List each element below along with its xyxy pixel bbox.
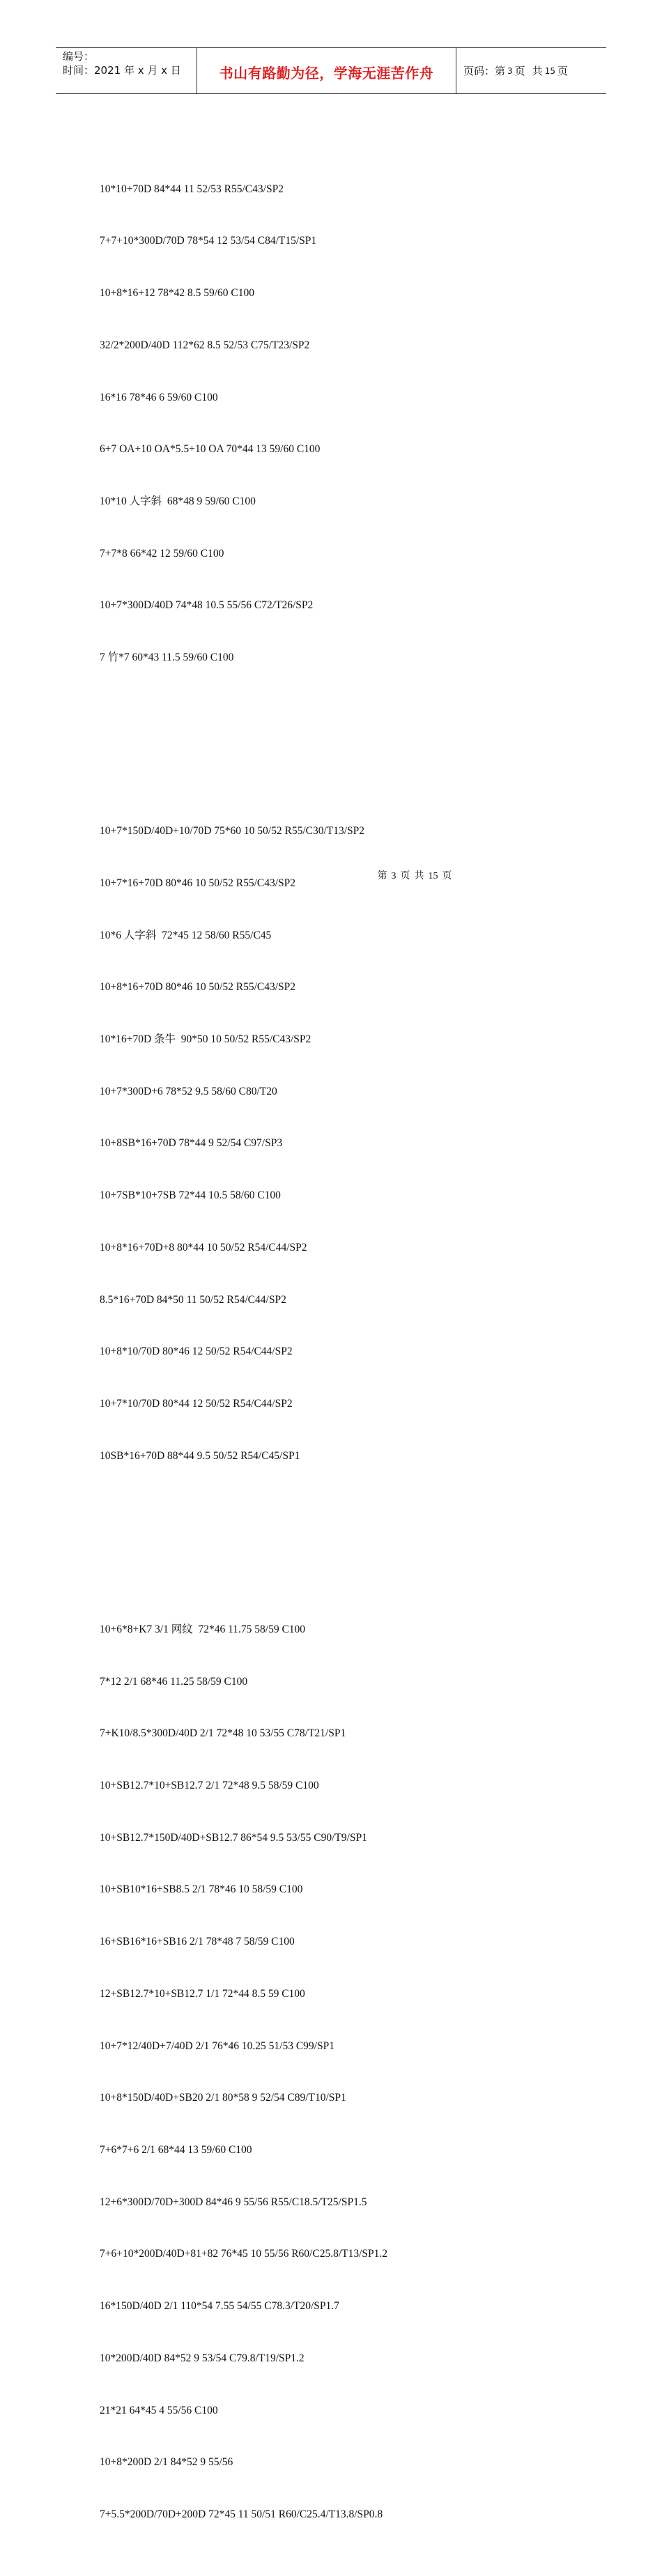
page-label: 页码：第 bbox=[463, 65, 506, 77]
list-item: 7+7*8 66*42 12 59/60 C100 bbox=[100, 547, 224, 560]
spec-group-3 bbox=[100, 1587, 587, 2559]
page-total-label: 共 bbox=[532, 65, 543, 77]
list-item: 10+SB10*16+SB8.5 2/1 78*46 10 58/59 C100 bbox=[100, 1883, 303, 1896]
list-item: 16+SB16*16+SB16 2/1 78*48 7 58/59 C100 bbox=[100, 1936, 295, 1948]
header-left bbox=[56, 48, 197, 93]
list-item: 10+6*8+K7 3/1 网纹 72*46 11.75 58/59 C100 bbox=[100, 1623, 306, 1635]
header-middle bbox=[197, 48, 456, 93]
list-item: 10*10+70D 84*44 11 52/53 R55/C43/SP2 bbox=[100, 183, 284, 195]
motto-text: 书山有路勤为径，学海无涯苦作舟 bbox=[219, 65, 434, 82]
list-item: 10+7*300D/40D 74*48 10.5 55/56 C72/T26/SP2 bbox=[100, 599, 314, 612]
list-item: 10*6 人字斜 72*45 12 58/60 R55/C45 bbox=[100, 929, 272, 941]
list-item: 10+7SB*10+7SB 72*44 10.5 58/60 C100 bbox=[100, 1189, 281, 1202]
list-item: 10*10 人字斜 68*48 9 59/60 C100 bbox=[100, 495, 256, 507]
list-item: 7+7+10*300D/70D 78*54 12 53/54 C84/T15/SP1 bbox=[100, 235, 317, 247]
list-item: 16*150D/40D 2/1 110*54 7.55 54/55 C78.3/T20/SP1.7 bbox=[100, 2300, 339, 2313]
footer-current-page: 3 bbox=[391, 871, 397, 881]
list-item: 7+6+10*200D/40D+81+82 76*45 10 55/56 R60/C25.8/T13/SP1.2 bbox=[100, 2248, 388, 2260]
list-item: 7*12 2/1 68*46 11.25 58/59 C100 bbox=[100, 1675, 248, 1688]
list-item: 12+SB12.7*10+SB12.7 1/1 72*44 8.5 59 C100 bbox=[100, 1987, 305, 2000]
list-item: 10+8*16+70D+8 80*44 10 50/52 R54/C44/SP2 bbox=[100, 1241, 307, 1254]
footer-word-gong: 共 bbox=[414, 871, 424, 881]
spec-group-2 bbox=[100, 788, 587, 1499]
page-mid: 页 bbox=[514, 65, 525, 77]
list-item: 10*200D/40D 84*52 9 53/54 C79.8/T19/SP1.2 bbox=[100, 2352, 305, 2364]
list-item: 10SB*16+70D 88*44 9.5 50/52 R54/C45/SP1 bbox=[100, 1449, 300, 1462]
footer-word-ye-end: 页 bbox=[442, 871, 452, 881]
list-item: 7 竹*7 60*43 11.5 59/60 C100 bbox=[100, 651, 234, 664]
spec-list bbox=[100, 111, 587, 2576]
serial-label: 编号： bbox=[63, 50, 95, 63]
list-item: 10+7*300D+6 78*52 9.5 58/60 C80/T20 bbox=[100, 1085, 277, 1097]
header-right bbox=[456, 48, 606, 93]
date-label: 时间：2021 年 x 月 x 日 bbox=[63, 64, 181, 77]
page-total: 15 bbox=[544, 65, 555, 76]
list-item: 21*21 64*45 4 55/56 C100 bbox=[100, 2404, 218, 2416]
list-item: 16*16 78*46 6 59/60 C100 bbox=[100, 391, 218, 403]
list-item: 10+SB12.7*10+SB12.7 2/1 72*48 9.5 58/59 C100 bbox=[100, 1779, 319, 1791]
list-item: 10+8*16+12 78*42 8.5 59/60 C100 bbox=[100, 287, 255, 300]
list-item: 10+8*16+70D 80*46 10 50/52 R55/C43/SP2 bbox=[100, 981, 296, 994]
page-current: 3 bbox=[507, 65, 513, 76]
list-item: 10+8*150D/40D+SB20 2/1 80*58 9 52/54 C89/T10/SP1 bbox=[100, 2092, 346, 2104]
list-item: 10+8*10/70D 80*46 12 50/52 R54/C44/SP2 bbox=[100, 1345, 293, 1358]
list-item: 12+6*300D/70D+300D 84*46 9 55/56 R55/C18.5/T25/SP1.5 bbox=[100, 2196, 367, 2208]
page-header bbox=[56, 47, 606, 94]
group-spacer bbox=[100, 1534, 587, 1552]
list-item: 10+7*10/70D 80*44 12 50/52 R54/C44/SP2 bbox=[100, 1398, 293, 1410]
list-item: 32/2*200D/40D 112*62 8.5 52/53 C75/T23/SP2 bbox=[100, 339, 310, 351]
list-item: 8.5*16+70D 84*50 11 50/52 R54/C44/SP2 bbox=[100, 1293, 286, 1306]
footer-word-di: 第 bbox=[377, 871, 387, 881]
footer-total-pages: 15 bbox=[428, 871, 438, 881]
list-item: 7+5.5*200D/70D+200D 72*45 11 50/51 R60/C25.4/T13.8/SP0.8 bbox=[100, 2508, 383, 2521]
list-item: 10+8SB*16+70D 78*44 9 52/54 C97/SP3 bbox=[100, 1137, 283, 1150]
list-item: 7+6*7+6 2/1 68*44 13 59/60 C100 bbox=[100, 2144, 252, 2156]
footer-word-ye: 页 bbox=[400, 871, 410, 881]
list-item: 10*16+70D 条牛 90*50 10 50/52 R55/C43/SP2 bbox=[100, 1033, 311, 1046]
list-item: 7+K10/8.5*300D/40D 2/1 72*48 10 53/55 C78/T21/SP1 bbox=[100, 1727, 346, 1740]
group-spacer bbox=[100, 736, 587, 754]
list-item: 6+7 OA+10 OA*5.5+10 OA 70*44 13 59/60 C100 bbox=[100, 443, 321, 456]
list-item: 10+7*16+70D 80*46 10 50/52 R55/C43/SP2 bbox=[100, 877, 296, 889]
spec-group-1 bbox=[100, 146, 587, 702]
page-end: 页 bbox=[557, 65, 568, 77]
list-item: 10+8*200D 2/1 84*52 9 55/56 bbox=[100, 2456, 233, 2469]
list-item: 10+7*12/40D+7/40D 2/1 76*46 10.25 51/53 C99/SP1 bbox=[100, 2039, 334, 2052]
list-item: 10+7*150D/40D+10/70D 75*60 10 50/52 R55/C30/T13/SP2 bbox=[100, 825, 365, 838]
page-footer bbox=[0, 868, 662, 882]
list-item: 10+SB12.7*150D/40D+SB12.7 86*54 9.5 53/55 C90/T9/SP1 bbox=[100, 1831, 367, 1844]
